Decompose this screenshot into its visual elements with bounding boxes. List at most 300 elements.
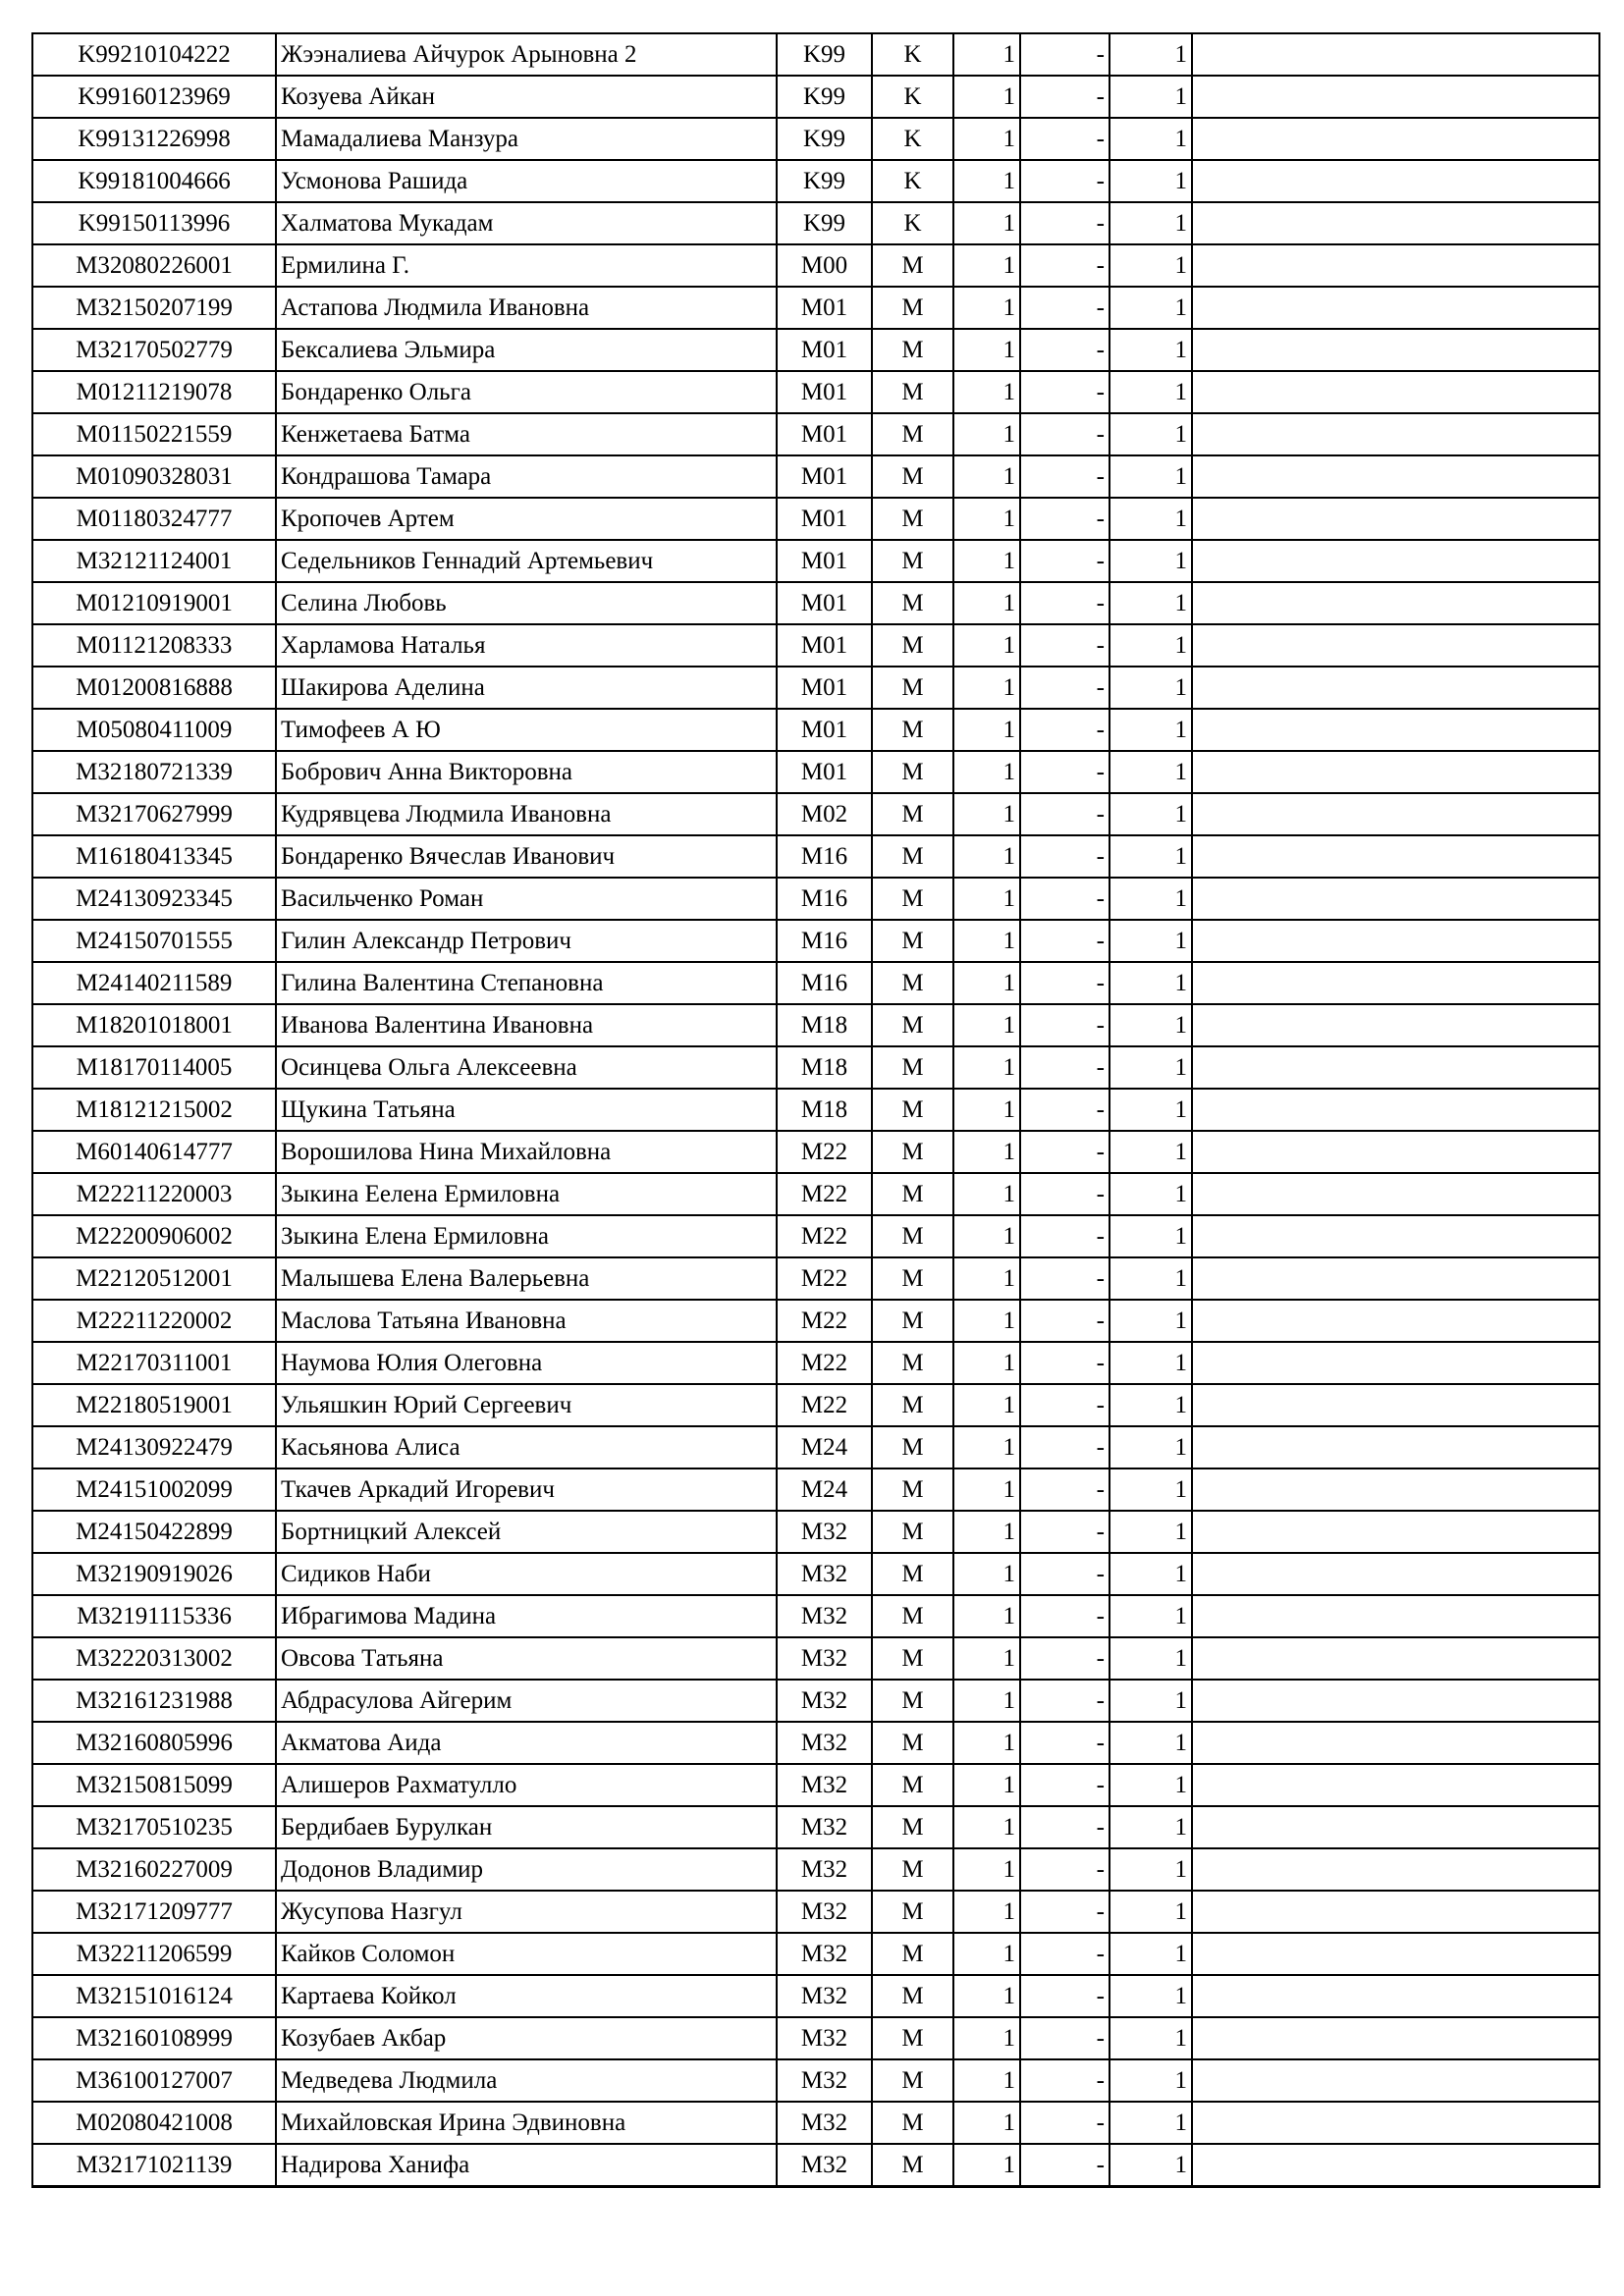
total-cell: 1 bbox=[1110, 1806, 1192, 1848]
empty-cell bbox=[1192, 287, 1599, 329]
class-letter-cell: M bbox=[872, 1891, 953, 1933]
participant-id-cell: M22211220002 bbox=[32, 1300, 276, 1342]
group-code-cell: M18 bbox=[777, 1004, 872, 1046]
participant-id-cell: M32171021139 bbox=[32, 2144, 276, 2187]
count-cell: 1 bbox=[953, 1637, 1020, 1680]
group-code-cell: M22 bbox=[777, 1384, 872, 1426]
empty-cell bbox=[1192, 1595, 1599, 1637]
total-cell: 1 bbox=[1110, 371, 1192, 413]
count-cell: 1 bbox=[953, 624, 1020, 667]
participant-name-cell: Кенжетаева Батма bbox=[276, 413, 777, 455]
group-code-cell: M16 bbox=[777, 835, 872, 878]
total-cell: 1 bbox=[1110, 160, 1192, 202]
count-cell: 1 bbox=[953, 2144, 1020, 2187]
dash-cell: - bbox=[1020, 1806, 1110, 1848]
class-letter-cell: M bbox=[872, 1553, 953, 1595]
table-row bbox=[32, 413, 1599, 455]
dash-cell: - bbox=[1020, 1004, 1110, 1046]
dash-cell: - bbox=[1020, 1680, 1110, 1722]
class-letter-cell: M bbox=[872, 920, 953, 962]
participant-id-cell: M32180721339 bbox=[32, 751, 276, 793]
total-cell: 1 bbox=[1110, 1975, 1192, 2017]
total-cell: 1 bbox=[1110, 920, 1192, 962]
total-cell: 1 bbox=[1110, 878, 1192, 920]
class-letter-cell: M bbox=[872, 2102, 953, 2144]
group-code-cell: M01 bbox=[777, 624, 872, 667]
table-row bbox=[32, 793, 1599, 835]
count-cell: 1 bbox=[953, 1004, 1020, 1046]
participant-name-cell: Бердибаев Бурулкан bbox=[276, 1806, 777, 1848]
count-cell: 1 bbox=[953, 1511, 1020, 1553]
table-row bbox=[32, 1891, 1599, 1933]
participant-name-cell: Бортницкий Алексей bbox=[276, 1511, 777, 1553]
count-cell: 1 bbox=[953, 1426, 1020, 1468]
class-letter-cell: M bbox=[872, 751, 953, 793]
participant-id-cell: M32080226001 bbox=[32, 244, 276, 287]
count-cell: 1 bbox=[953, 1173, 1020, 1215]
count-cell: 1 bbox=[953, 920, 1020, 962]
total-cell: 1 bbox=[1110, 244, 1192, 287]
empty-cell bbox=[1192, 498, 1599, 540]
participant-name-cell: Усмонова Рашида bbox=[276, 160, 777, 202]
class-letter-cell: M bbox=[872, 962, 953, 1004]
total-cell: 1 bbox=[1110, 667, 1192, 709]
empty-cell bbox=[1192, 1173, 1599, 1215]
total-cell: 1 bbox=[1110, 1300, 1192, 1342]
group-code-cell: K99 bbox=[777, 33, 872, 76]
participant-id-cell: M32190919026 bbox=[32, 1553, 276, 1595]
participant-name-cell: Гилин Александр Петрович bbox=[276, 920, 777, 962]
total-cell: 1 bbox=[1110, 1004, 1192, 1046]
participant-id-cell: M32171209777 bbox=[32, 1891, 276, 1933]
total-cell: 1 bbox=[1110, 540, 1192, 582]
dash-cell: - bbox=[1020, 1722, 1110, 1764]
participant-id-cell: M01211219078 bbox=[32, 371, 276, 413]
table-row bbox=[32, 1342, 1599, 1384]
empty-cell bbox=[1192, 1300, 1599, 1342]
empty-cell bbox=[1192, 1722, 1599, 1764]
table-row bbox=[32, 582, 1599, 624]
empty-cell bbox=[1192, 413, 1599, 455]
total-cell: 1 bbox=[1110, 413, 1192, 455]
participant-name-cell: Картаева Койкол bbox=[276, 1975, 777, 2017]
class-letter-cell: M bbox=[872, 793, 953, 835]
class-letter-cell: M bbox=[872, 2059, 953, 2102]
class-letter-cell: K bbox=[872, 160, 953, 202]
table-row bbox=[32, 1848, 1599, 1891]
group-code-cell: M01 bbox=[777, 709, 872, 751]
group-code-cell: M32 bbox=[777, 1848, 872, 1891]
participant-id-cell: M16180413345 bbox=[32, 835, 276, 878]
count-cell: 1 bbox=[953, 33, 1020, 76]
dash-cell: - bbox=[1020, 751, 1110, 793]
total-cell: 1 bbox=[1110, 1511, 1192, 1553]
dash-cell: - bbox=[1020, 2102, 1110, 2144]
count-cell: 1 bbox=[953, 709, 1020, 751]
total-cell: 1 bbox=[1110, 1257, 1192, 1300]
count-cell: 1 bbox=[953, 1722, 1020, 1764]
class-letter-cell: M bbox=[872, 1806, 953, 1848]
group-code-cell: M01 bbox=[777, 413, 872, 455]
group-code-cell: M01 bbox=[777, 667, 872, 709]
class-letter-cell: K bbox=[872, 76, 953, 118]
class-letter-cell: M bbox=[872, 1300, 953, 1342]
group-code-cell: M22 bbox=[777, 1342, 872, 1384]
class-letter-cell: M bbox=[872, 498, 953, 540]
dash-cell: - bbox=[1020, 33, 1110, 76]
total-cell: 1 bbox=[1110, 835, 1192, 878]
class-letter-cell: M bbox=[872, 2144, 953, 2187]
table-row bbox=[32, 2102, 1599, 2144]
participant-id-cell: M32151016124 bbox=[32, 1975, 276, 2017]
participant-name-cell: Гилина Валентина Степановна bbox=[276, 962, 777, 1004]
empty-cell bbox=[1192, 793, 1599, 835]
dash-cell: - bbox=[1020, 1511, 1110, 1553]
total-cell: 1 bbox=[1110, 1891, 1192, 1933]
class-letter-cell: M bbox=[872, 1680, 953, 1722]
group-code-cell: M01 bbox=[777, 582, 872, 624]
group-code-cell: M01 bbox=[777, 455, 872, 498]
table-row bbox=[32, 624, 1599, 667]
count-cell: 1 bbox=[953, 1384, 1020, 1426]
class-letter-cell: M bbox=[872, 1933, 953, 1975]
participant-name-cell: Козубаев Акбар bbox=[276, 2017, 777, 2059]
empty-cell bbox=[1192, 624, 1599, 667]
dash-cell: - bbox=[1020, 371, 1110, 413]
participant-id-cell: K99131226998 bbox=[32, 118, 276, 160]
count-cell: 1 bbox=[953, 413, 1020, 455]
participant-name-cell: Бобрович Анна Викторовна bbox=[276, 751, 777, 793]
class-letter-cell: M bbox=[872, 371, 953, 413]
count-cell: 1 bbox=[953, 455, 1020, 498]
table-row bbox=[32, 1511, 1599, 1553]
total-cell: 1 bbox=[1110, 1046, 1192, 1089]
participant-name-cell: Седельников Геннадий Артемьевич bbox=[276, 540, 777, 582]
total-cell: 1 bbox=[1110, 33, 1192, 76]
total-cell: 1 bbox=[1110, 1173, 1192, 1215]
count-cell: 1 bbox=[953, 1933, 1020, 1975]
table-row bbox=[32, 1975, 1599, 2017]
class-letter-cell: M bbox=[872, 1426, 953, 1468]
participant-name-cell: Жусупова Назгул bbox=[276, 1891, 777, 1933]
group-code-cell: M22 bbox=[777, 1215, 872, 1257]
dash-cell: - bbox=[1020, 667, 1110, 709]
participant-id-cell: M32160108999 bbox=[32, 2017, 276, 2059]
class-letter-cell: M bbox=[872, 709, 953, 751]
dash-cell: - bbox=[1020, 2144, 1110, 2187]
count-cell: 1 bbox=[953, 1342, 1020, 1384]
empty-cell bbox=[1192, 1384, 1599, 1426]
dash-cell: - bbox=[1020, 1384, 1110, 1426]
empty-cell bbox=[1192, 1975, 1599, 2017]
count-cell: 1 bbox=[953, 1595, 1020, 1637]
participant-id-cell: M32220313002 bbox=[32, 1637, 276, 1680]
participant-name-cell: Ворошилова Нина Михайловна bbox=[276, 1131, 777, 1173]
empty-cell bbox=[1192, 1131, 1599, 1173]
class-letter-cell: M bbox=[872, 1173, 953, 1215]
count-cell: 1 bbox=[953, 582, 1020, 624]
empty-cell bbox=[1192, 1848, 1599, 1891]
count-cell: 1 bbox=[953, 244, 1020, 287]
participant-id-cell: M01090328031 bbox=[32, 455, 276, 498]
count-cell: 1 bbox=[953, 1764, 1020, 1806]
empty-cell bbox=[1192, 33, 1599, 76]
dash-cell: - bbox=[1020, 962, 1110, 1004]
participant-name-cell: Осинцева Ольга Алексеевна bbox=[276, 1046, 777, 1089]
table-row bbox=[32, 1384, 1599, 1426]
count-cell: 1 bbox=[953, 1046, 1020, 1089]
table-row bbox=[32, 1300, 1599, 1342]
empty-cell bbox=[1192, 1426, 1599, 1468]
participant-id-cell: M22170311001 bbox=[32, 1342, 276, 1384]
participant-id-cell: M01150221559 bbox=[32, 413, 276, 455]
table-row bbox=[32, 498, 1599, 540]
participant-name-cell: Харламова Наталья bbox=[276, 624, 777, 667]
table-row bbox=[32, 1426, 1599, 1468]
table-row bbox=[32, 1595, 1599, 1637]
participant-id-cell: M22200906002 bbox=[32, 1215, 276, 1257]
class-letter-cell: K bbox=[872, 118, 953, 160]
participant-name-cell: Надирова Ханифа bbox=[276, 2144, 777, 2187]
class-letter-cell: M bbox=[872, 413, 953, 455]
total-cell: 1 bbox=[1110, 1680, 1192, 1722]
class-letter-cell: M bbox=[872, 244, 953, 287]
participant-id-cell: K99150113996 bbox=[32, 202, 276, 244]
count-cell: 1 bbox=[953, 1848, 1020, 1891]
participant-id-cell: M32191115336 bbox=[32, 1595, 276, 1637]
dash-cell: - bbox=[1020, 2017, 1110, 2059]
class-letter-cell: M bbox=[872, 1595, 953, 1637]
group-code-cell: M32 bbox=[777, 1975, 872, 2017]
empty-cell bbox=[1192, 455, 1599, 498]
class-letter-cell: M bbox=[872, 1384, 953, 1426]
participant-name-cell: Ермилина Г. bbox=[276, 244, 777, 287]
total-cell: 1 bbox=[1110, 962, 1192, 1004]
total-cell: 1 bbox=[1110, 1848, 1192, 1891]
participant-id-cell: M22120512001 bbox=[32, 1257, 276, 1300]
empty-cell bbox=[1192, 962, 1599, 1004]
empty-cell bbox=[1192, 1046, 1599, 1089]
participant-name-cell: Кондрашова Тамара bbox=[276, 455, 777, 498]
dash-cell: - bbox=[1020, 413, 1110, 455]
participant-name-cell: Акматова Аида bbox=[276, 1722, 777, 1764]
total-cell: 1 bbox=[1110, 329, 1192, 371]
participant-name-cell: Бондаренко Вячеслав Иванович bbox=[276, 835, 777, 878]
empty-cell bbox=[1192, 709, 1599, 751]
dash-cell: - bbox=[1020, 1848, 1110, 1891]
participant-id-cell: M32150815099 bbox=[32, 1764, 276, 1806]
table-row bbox=[32, 287, 1599, 329]
total-cell: 1 bbox=[1110, 2144, 1192, 2187]
dash-cell: - bbox=[1020, 202, 1110, 244]
table-row bbox=[32, 1680, 1599, 1722]
table-row bbox=[32, 1806, 1599, 1848]
participant-name-cell: Наумова Юлия Олеговна bbox=[276, 1342, 777, 1384]
class-letter-cell: M bbox=[872, 1468, 953, 1511]
participant-name-cell: Сидиков Наби bbox=[276, 1553, 777, 1595]
table-row bbox=[32, 1553, 1599, 1595]
group-code-cell: M02 bbox=[777, 793, 872, 835]
table-row bbox=[32, 160, 1599, 202]
group-code-cell: M32 bbox=[777, 1680, 872, 1722]
participant-name-cell: Астапова Людмила Ивановна bbox=[276, 287, 777, 329]
participant-name-cell: Бондаренко Ольга bbox=[276, 371, 777, 413]
dash-cell: - bbox=[1020, 1891, 1110, 1933]
group-code-cell: M22 bbox=[777, 1173, 872, 1215]
class-letter-cell: M bbox=[872, 1131, 953, 1173]
participant-name-cell: Мамадалиева Манзура bbox=[276, 118, 777, 160]
dash-cell: - bbox=[1020, 287, 1110, 329]
count-cell: 1 bbox=[953, 878, 1020, 920]
group-code-cell: M32 bbox=[777, 1806, 872, 1848]
class-letter-cell: M bbox=[872, 1215, 953, 1257]
empty-cell bbox=[1192, 1764, 1599, 1806]
group-code-cell: M01 bbox=[777, 287, 872, 329]
group-code-cell: M01 bbox=[777, 371, 872, 413]
participant-name-cell: Маслова Татьяна Ивановна bbox=[276, 1300, 777, 1342]
count-cell: 1 bbox=[953, 1806, 1020, 1848]
participant-id-cell: K99210104222 bbox=[32, 33, 276, 76]
total-cell: 1 bbox=[1110, 498, 1192, 540]
participant-id-cell: M18201018001 bbox=[32, 1004, 276, 1046]
count-cell: 1 bbox=[953, 1680, 1020, 1722]
table-row bbox=[32, 1173, 1599, 1215]
count-cell: 1 bbox=[953, 540, 1020, 582]
class-letter-cell: K bbox=[872, 202, 953, 244]
table-row bbox=[32, 33, 1599, 76]
participant-id-cell: M22180519001 bbox=[32, 1384, 276, 1426]
group-code-cell: M01 bbox=[777, 540, 872, 582]
dash-cell: - bbox=[1020, 1257, 1110, 1300]
dash-cell: - bbox=[1020, 1468, 1110, 1511]
empty-cell bbox=[1192, 2102, 1599, 2144]
empty-cell bbox=[1192, 1342, 1599, 1384]
total-cell: 1 bbox=[1110, 624, 1192, 667]
table-row bbox=[32, 1764, 1599, 1806]
participant-name-cell: Абдрасулова Айгерим bbox=[276, 1680, 777, 1722]
class-letter-cell: M bbox=[872, 1342, 953, 1384]
class-letter-cell: M bbox=[872, 667, 953, 709]
count-cell: 1 bbox=[953, 1553, 1020, 1595]
table-row bbox=[32, 1257, 1599, 1300]
empty-cell bbox=[1192, 371, 1599, 413]
group-code-cell: M32 bbox=[777, 2059, 872, 2102]
empty-cell bbox=[1192, 1806, 1599, 1848]
class-letter-cell: M bbox=[872, 455, 953, 498]
dash-cell: - bbox=[1020, 244, 1110, 287]
empty-cell bbox=[1192, 329, 1599, 371]
participant-name-cell: Халматова Мукадам bbox=[276, 202, 777, 244]
table-row bbox=[32, 1933, 1599, 1975]
total-cell: 1 bbox=[1110, 1426, 1192, 1468]
count-cell: 1 bbox=[953, 76, 1020, 118]
empty-cell bbox=[1192, 244, 1599, 287]
table-row bbox=[32, 329, 1599, 371]
class-letter-cell: M bbox=[872, 835, 953, 878]
participant-id-cell: M01200816888 bbox=[32, 667, 276, 709]
empty-cell bbox=[1192, 202, 1599, 244]
participant-name-cell: Кайков Соломон bbox=[276, 1933, 777, 1975]
empty-cell bbox=[1192, 1215, 1599, 1257]
count-cell: 1 bbox=[953, 2017, 1020, 2059]
dash-cell: - bbox=[1020, 1637, 1110, 1680]
table-row bbox=[32, 1046, 1599, 1089]
table-row bbox=[32, 2144, 1599, 2187]
group-code-cell: M00 bbox=[777, 244, 872, 287]
count-cell: 1 bbox=[953, 371, 1020, 413]
group-code-cell: K99 bbox=[777, 160, 872, 202]
group-code-cell: M32 bbox=[777, 1511, 872, 1553]
participant-id-cell: M24130923345 bbox=[32, 878, 276, 920]
count-cell: 1 bbox=[953, 287, 1020, 329]
class-letter-cell: M bbox=[872, 540, 953, 582]
group-code-cell: M32 bbox=[777, 1891, 872, 1933]
roster-table bbox=[31, 32, 1600, 2188]
class-letter-cell: M bbox=[872, 329, 953, 371]
participant-name-cell: Щукина Татьяна bbox=[276, 1089, 777, 1131]
class-letter-cell: M bbox=[872, 1046, 953, 1089]
total-cell: 1 bbox=[1110, 1089, 1192, 1131]
dash-cell: - bbox=[1020, 1131, 1110, 1173]
group-code-cell: M16 bbox=[777, 920, 872, 962]
dash-cell: - bbox=[1020, 118, 1110, 160]
empty-cell bbox=[1192, 1511, 1599, 1553]
dash-cell: - bbox=[1020, 160, 1110, 202]
dash-cell: - bbox=[1020, 1300, 1110, 1342]
participant-id-cell: M01180324777 bbox=[32, 498, 276, 540]
dash-cell: - bbox=[1020, 709, 1110, 751]
empty-cell bbox=[1192, 160, 1599, 202]
empty-cell bbox=[1192, 920, 1599, 962]
count-cell: 1 bbox=[953, 1975, 1020, 2017]
table-row bbox=[32, 835, 1599, 878]
table-row bbox=[32, 1215, 1599, 1257]
empty-cell bbox=[1192, 1089, 1599, 1131]
total-cell: 1 bbox=[1110, 287, 1192, 329]
dash-cell: - bbox=[1020, 920, 1110, 962]
participant-name-cell: Медведева Людмила bbox=[276, 2059, 777, 2102]
group-code-cell: M32 bbox=[777, 1637, 872, 1680]
participant-name-cell: Ткачев Аркадий Игоревич bbox=[276, 1468, 777, 1511]
group-code-cell: M01 bbox=[777, 751, 872, 793]
total-cell: 1 bbox=[1110, 793, 1192, 835]
empty-cell bbox=[1192, 2017, 1599, 2059]
dash-cell: - bbox=[1020, 624, 1110, 667]
group-code-cell: M18 bbox=[777, 1089, 872, 1131]
participant-name-cell: Тимофеев А Ю bbox=[276, 709, 777, 751]
class-letter-cell: M bbox=[872, 287, 953, 329]
count-cell: 1 bbox=[953, 2059, 1020, 2102]
empty-cell bbox=[1192, 878, 1599, 920]
dash-cell: - bbox=[1020, 1342, 1110, 1384]
participant-id-cell: M24130922479 bbox=[32, 1426, 276, 1468]
total-cell: 1 bbox=[1110, 709, 1192, 751]
participant-name-cell: Козуева Айкан bbox=[276, 76, 777, 118]
group-code-cell: M01 bbox=[777, 329, 872, 371]
empty-cell bbox=[1192, 2059, 1599, 2102]
count-cell: 1 bbox=[953, 835, 1020, 878]
table-row bbox=[32, 1004, 1599, 1046]
group-code-cell: K99 bbox=[777, 76, 872, 118]
empty-cell bbox=[1192, 118, 1599, 160]
empty-cell bbox=[1192, 1933, 1599, 1975]
participant-name-cell: Бексалиева Эльмира bbox=[276, 329, 777, 371]
participant-name-cell: Овсова Татьяна bbox=[276, 1637, 777, 1680]
dash-cell: - bbox=[1020, 498, 1110, 540]
dash-cell: - bbox=[1020, 540, 1110, 582]
table-row bbox=[32, 1131, 1599, 1173]
table-row bbox=[32, 920, 1599, 962]
